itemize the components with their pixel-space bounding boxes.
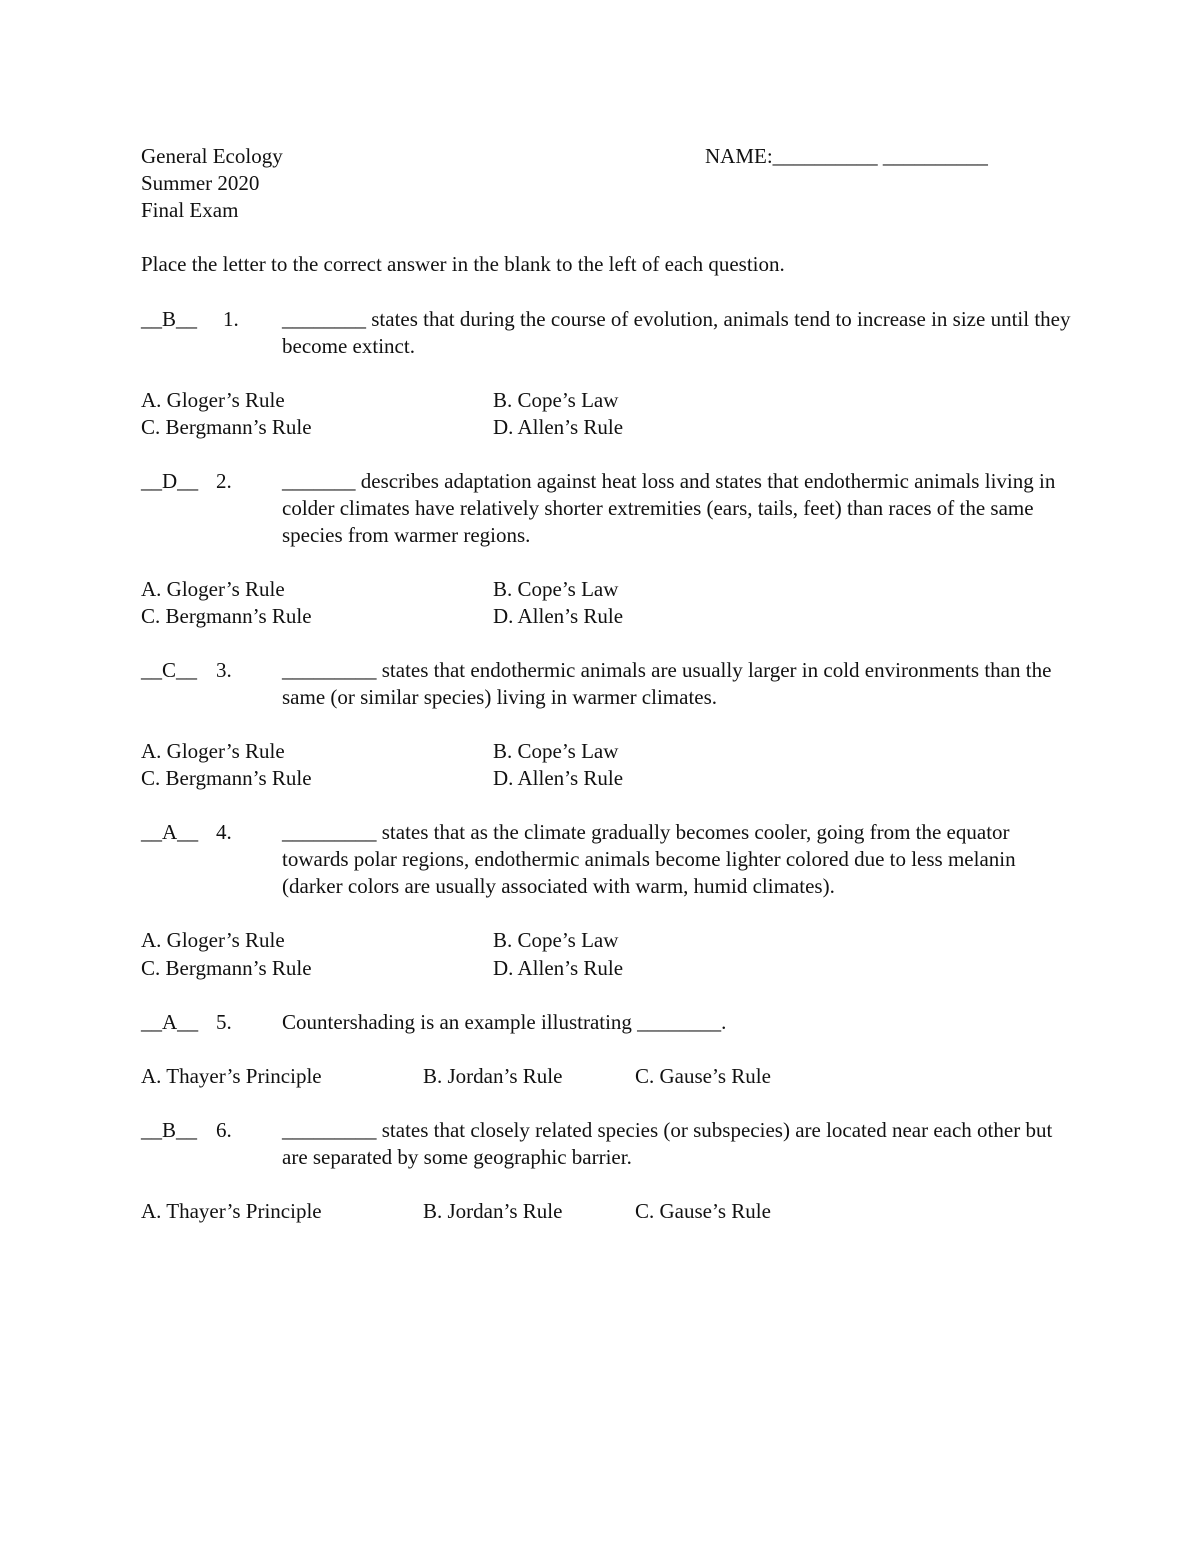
choice-a: A. Gloger’s Rule	[141, 388, 285, 412]
choice-d: D. Allen’s Rule	[493, 956, 624, 980]
question-text: _________ states that closely related species (or subspecies) are located near each other but are separated by some geographic barrier.	[282, 1118, 1053, 1169]
question-number: 5.	[216, 1010, 232, 1034]
question-text: _________ states that as the climate gradually becomes cooler, going from the equator towards polar regions, endothermic animals become lighter colored due to less melanin (darker colors are usually associated with warm, humid climates).	[282, 820, 1016, 898]
choice-b: B. Cope’s Law	[493, 739, 619, 763]
choice-c: C. Bergmann’s Rule	[141, 415, 312, 439]
choice-b: B. Cope’s Law	[493, 928, 619, 952]
choice-d: D. Allen’s Rule	[493, 415, 624, 439]
choice-b: B. Jordan’s Rule	[423, 1064, 563, 1088]
choice-c: C. Bergmann’s Rule	[141, 604, 312, 628]
name-field: NAME:__________ __________	[705, 144, 988, 168]
choice-c: C. Gause’s Rule	[635, 1064, 771, 1088]
choice-a: A. Gloger’s Rule	[141, 739, 285, 763]
question-text: _______ describes adaptation against heat loss and states that endothermic animals living in colder climates have relatively shorter extremities (ears, tails, feet) than races of the same species from warmer regions.	[282, 469, 1056, 547]
answer-blank: __C__	[141, 658, 198, 682]
answer-blank: __B__	[141, 1118, 198, 1142]
choice-a: A. Gloger’s Rule	[141, 577, 285, 601]
answer-blank: __B__	[141, 307, 198, 331]
course-title: General Ecology	[141, 144, 283, 168]
exam-header	[141, 143, 1041, 224]
choice-c: C. Gause’s Rule	[635, 1199, 771, 1223]
choice-c: C. Bergmann’s Rule	[141, 766, 312, 790]
question-number: 2.	[216, 469, 232, 493]
instructions: Place the letter to the correct answer in the blank to the left of each question.	[141, 252, 785, 276]
choice-a: A. Thayer’s Principle	[141, 1199, 322, 1223]
choice-a: A. Gloger’s Rule	[141, 928, 285, 952]
question-number: 3.	[216, 658, 232, 682]
question-text: Countershading is an example illustrating ________.	[282, 1010, 727, 1034]
answer-blank: __D__	[141, 469, 199, 493]
question-number: 6.	[216, 1118, 232, 1142]
choice-b: B. Cope’s Law	[493, 388, 619, 412]
question-text: _________ states that endothermic animals are usually larger in cold environments than the same (or similar species) living in warmer climates.	[282, 658, 1052, 709]
question-text: ________ states that during the course of evolution, animals tend to increase in size until they become extinct.	[282, 307, 1071, 358]
question-number: 1.	[223, 307, 239, 331]
choice-d: D. Allen’s Rule	[493, 604, 624, 628]
choice-b: B. Cope’s Law	[493, 577, 619, 601]
choice-b: B. Jordan’s Rule	[423, 1199, 563, 1223]
choice-d: D. Allen’s Rule	[493, 766, 624, 790]
choice-c: C. Bergmann’s Rule	[141, 956, 312, 980]
choice-a: A. Thayer’s Principle	[141, 1064, 322, 1088]
answer-blank: __A__	[141, 1010, 199, 1034]
answer-blank: __A__	[141, 820, 199, 844]
question-number: 4.	[216, 820, 232, 844]
exam-title: Final Exam	[141, 198, 239, 222]
course-term: Summer 2020	[141, 171, 260, 195]
